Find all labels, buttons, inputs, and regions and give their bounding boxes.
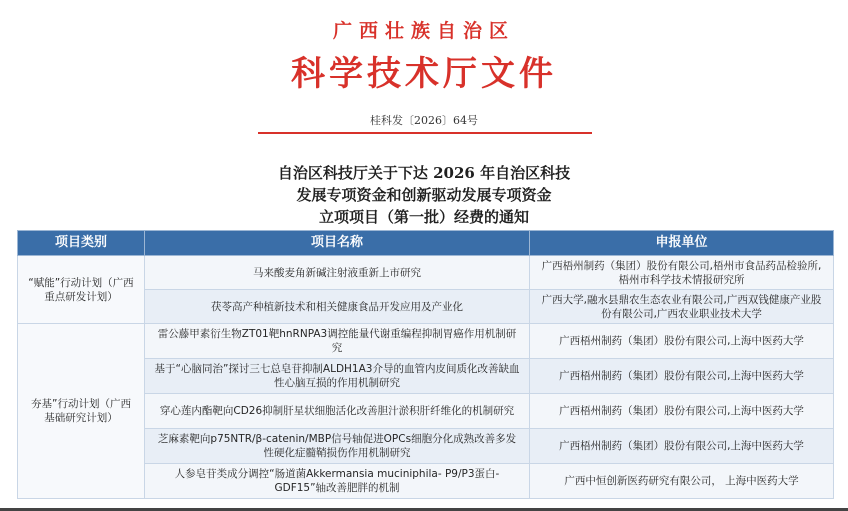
- table-header-row: [18, 231, 834, 256]
- notice-title-line-1: 自治区科技厅关于下达 2026 年自治区科技: [277, 164, 571, 182]
- applicant-cell: 广西梧州制药（集团）股份有限公司,上海中医药大学: [530, 324, 834, 359]
- project-name-cell: 穿心莲内酯靶向CD26抑制肝星状细胞活化改善胆汁淤积肝纤维化的机制研究: [145, 394, 530, 429]
- project-name-cell: 雷公藤甲素衍生物ZT01靶hnRNPA3调控能量代谢重编程抑制胃癌作用机制研究: [145, 324, 530, 359]
- applicant-cell: 广西大学,融水县鼎农生态农业有限公司,广西双钱健康产业股份有限公司,广西农业职业技术大学: [530, 290, 834, 324]
- notice-title: [0, 162, 848, 228]
- applicant-cell: 广西中恒创新医药研究有限公司， 上海中医药大学: [530, 464, 834, 499]
- applicant-cell: 广西梧州制药（集团）股份有限公司,上海中医药大学: [530, 359, 834, 394]
- project-name-cell: 芝麻素靶向p75NTR/β-catenin/MBP信号轴促进OPCs细胞分化成熟改善多发性硬化症髓鞘损伤作用机制研究: [145, 429, 530, 464]
- red-divider: [258, 132, 592, 134]
- applicant-cell: 广西梧州制药（集团）股份有限公司,梧州市食品药品检验所,梧州市科学技术情报研究所: [530, 256, 834, 290]
- applicant-cell: 广西梧州制药（集团）股份有限公司,上海中医药大学: [530, 429, 834, 464]
- header-applicant: 申报单位: [530, 231, 834, 256]
- document-number: 桂科发〔2026〕64号: [370, 114, 478, 127]
- project-name-cell: 马来酸麦角新碱注射液重新上市研究: [145, 256, 530, 290]
- category-cell: “赋能”行动计划（广西重点研发计划）: [18, 256, 145, 324]
- project-name-cell: 基于“心脑同治”探讨三七总皂苷抑制ALDH1A3介导的血管内皮间质化改善缺血性心脑互损的作用机制研究: [145, 359, 530, 394]
- notice-title-line-3: 立项项目（第一批）经费的通知: [318, 208, 529, 226]
- header-category: 项目类别: [18, 231, 145, 256]
- applicant-cell: 广西梧州制药（集团）股份有限公司,上海中医药大学: [530, 394, 834, 429]
- table-row: [18, 256, 834, 290]
- document-type-title: 科学技术厅文件: [291, 54, 557, 94]
- notice-title-line-2: 发展专项资金和创新驱动发展专项资金: [296, 186, 552, 204]
- project-table: [17, 230, 834, 499]
- header-project-name: 项目名称: [145, 231, 530, 256]
- project-name-cell: 茯苓高产种植新技术和相关健康食品开发应用及产业化: [145, 290, 530, 324]
- category-cell: 夯基”行动计划（广西基础研究计划）: [18, 324, 145, 499]
- project-name-cell: 人参皂苷类成分调控“肠道菌Akkermansia muciniphila- P9/P3蛋白-GDF15”轴改善肥胖的机制: [145, 464, 530, 499]
- table-row: [18, 324, 834, 359]
- issuer-name: 广西壮族自治区: [332, 20, 515, 42]
